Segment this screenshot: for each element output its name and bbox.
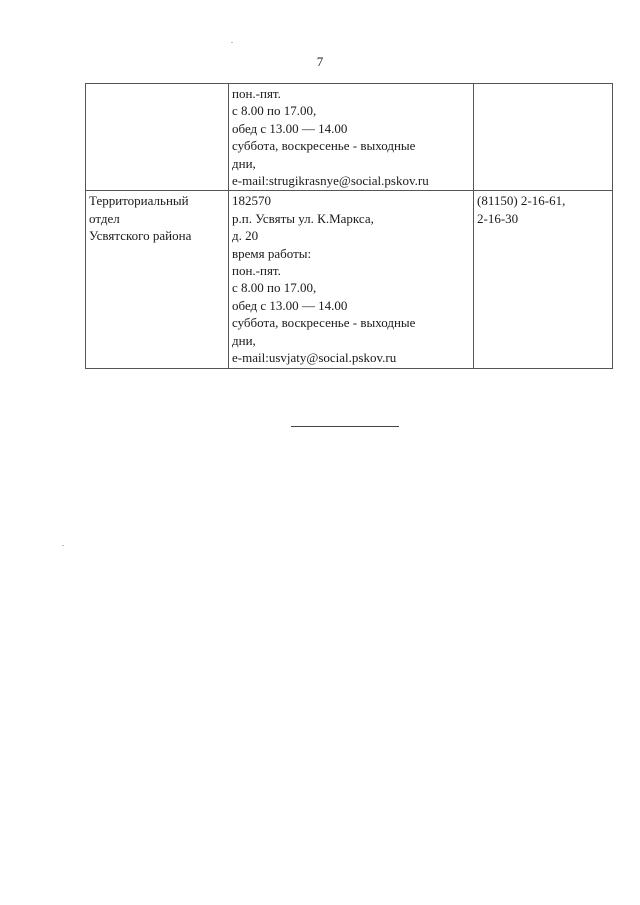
phone-number: (81150) 2-16-61, — [477, 193, 566, 209]
scan-speck — [62, 545, 64, 546]
lunch-break: обед с 13.00 — 14.00 — [232, 120, 348, 136]
page-number: 7 — [316, 54, 324, 69]
street-address: р.п. Усвяты ул. К.Маркса, — [232, 210, 374, 226]
email-text: e-mail:strugikrasnye@social.pskov.ru — [232, 173, 429, 189]
phone-cell — [474, 191, 613, 368]
weekend-note: суббота, воскресенье - выходные — [232, 138, 416, 154]
department-name-cell — [86, 191, 229, 368]
weekend-note-cont: дни, — [232, 332, 256, 348]
schedule-hours: с 8.00 по 17.00, — [232, 280, 317, 296]
postal-code: 182570 — [232, 193, 271, 209]
lunch-break: обед с 13.00 — 14.00 — [232, 297, 348, 313]
department-name-line: Усвятского района — [89, 228, 192, 244]
contacts-table — [85, 83, 613, 369]
schedule-days: пон.-пят. — [232, 263, 281, 279]
email-text: e-mail:usvjaty@social.pskov.ru — [232, 350, 397, 366]
table-row — [86, 84, 613, 191]
working-hours-label: время работы: — [232, 245, 312, 261]
address-cell — [229, 84, 474, 191]
schedule-hours: с 8.00 по 17.00, — [232, 103, 317, 119]
weekend-note-cont: дни, — [232, 155, 256, 171]
scan-speck — [231, 42, 233, 43]
department-name-line: отдел — [89, 210, 120, 226]
table-row — [86, 191, 613, 368]
weekend-note: суббота, воскресенье - выходные — [232, 315, 416, 331]
department-name-line: Территориальный — [89, 193, 189, 209]
department-name-cell — [86, 84, 229, 191]
schedule-days: пон.-пят. — [232, 86, 281, 101]
building-number: д. 20 — [232, 228, 259, 244]
phone-number: 2-16-30 — [477, 210, 519, 226]
end-separator-line — [291, 426, 399, 427]
address-cell — [229, 191, 474, 368]
phone-cell — [474, 84, 613, 191]
